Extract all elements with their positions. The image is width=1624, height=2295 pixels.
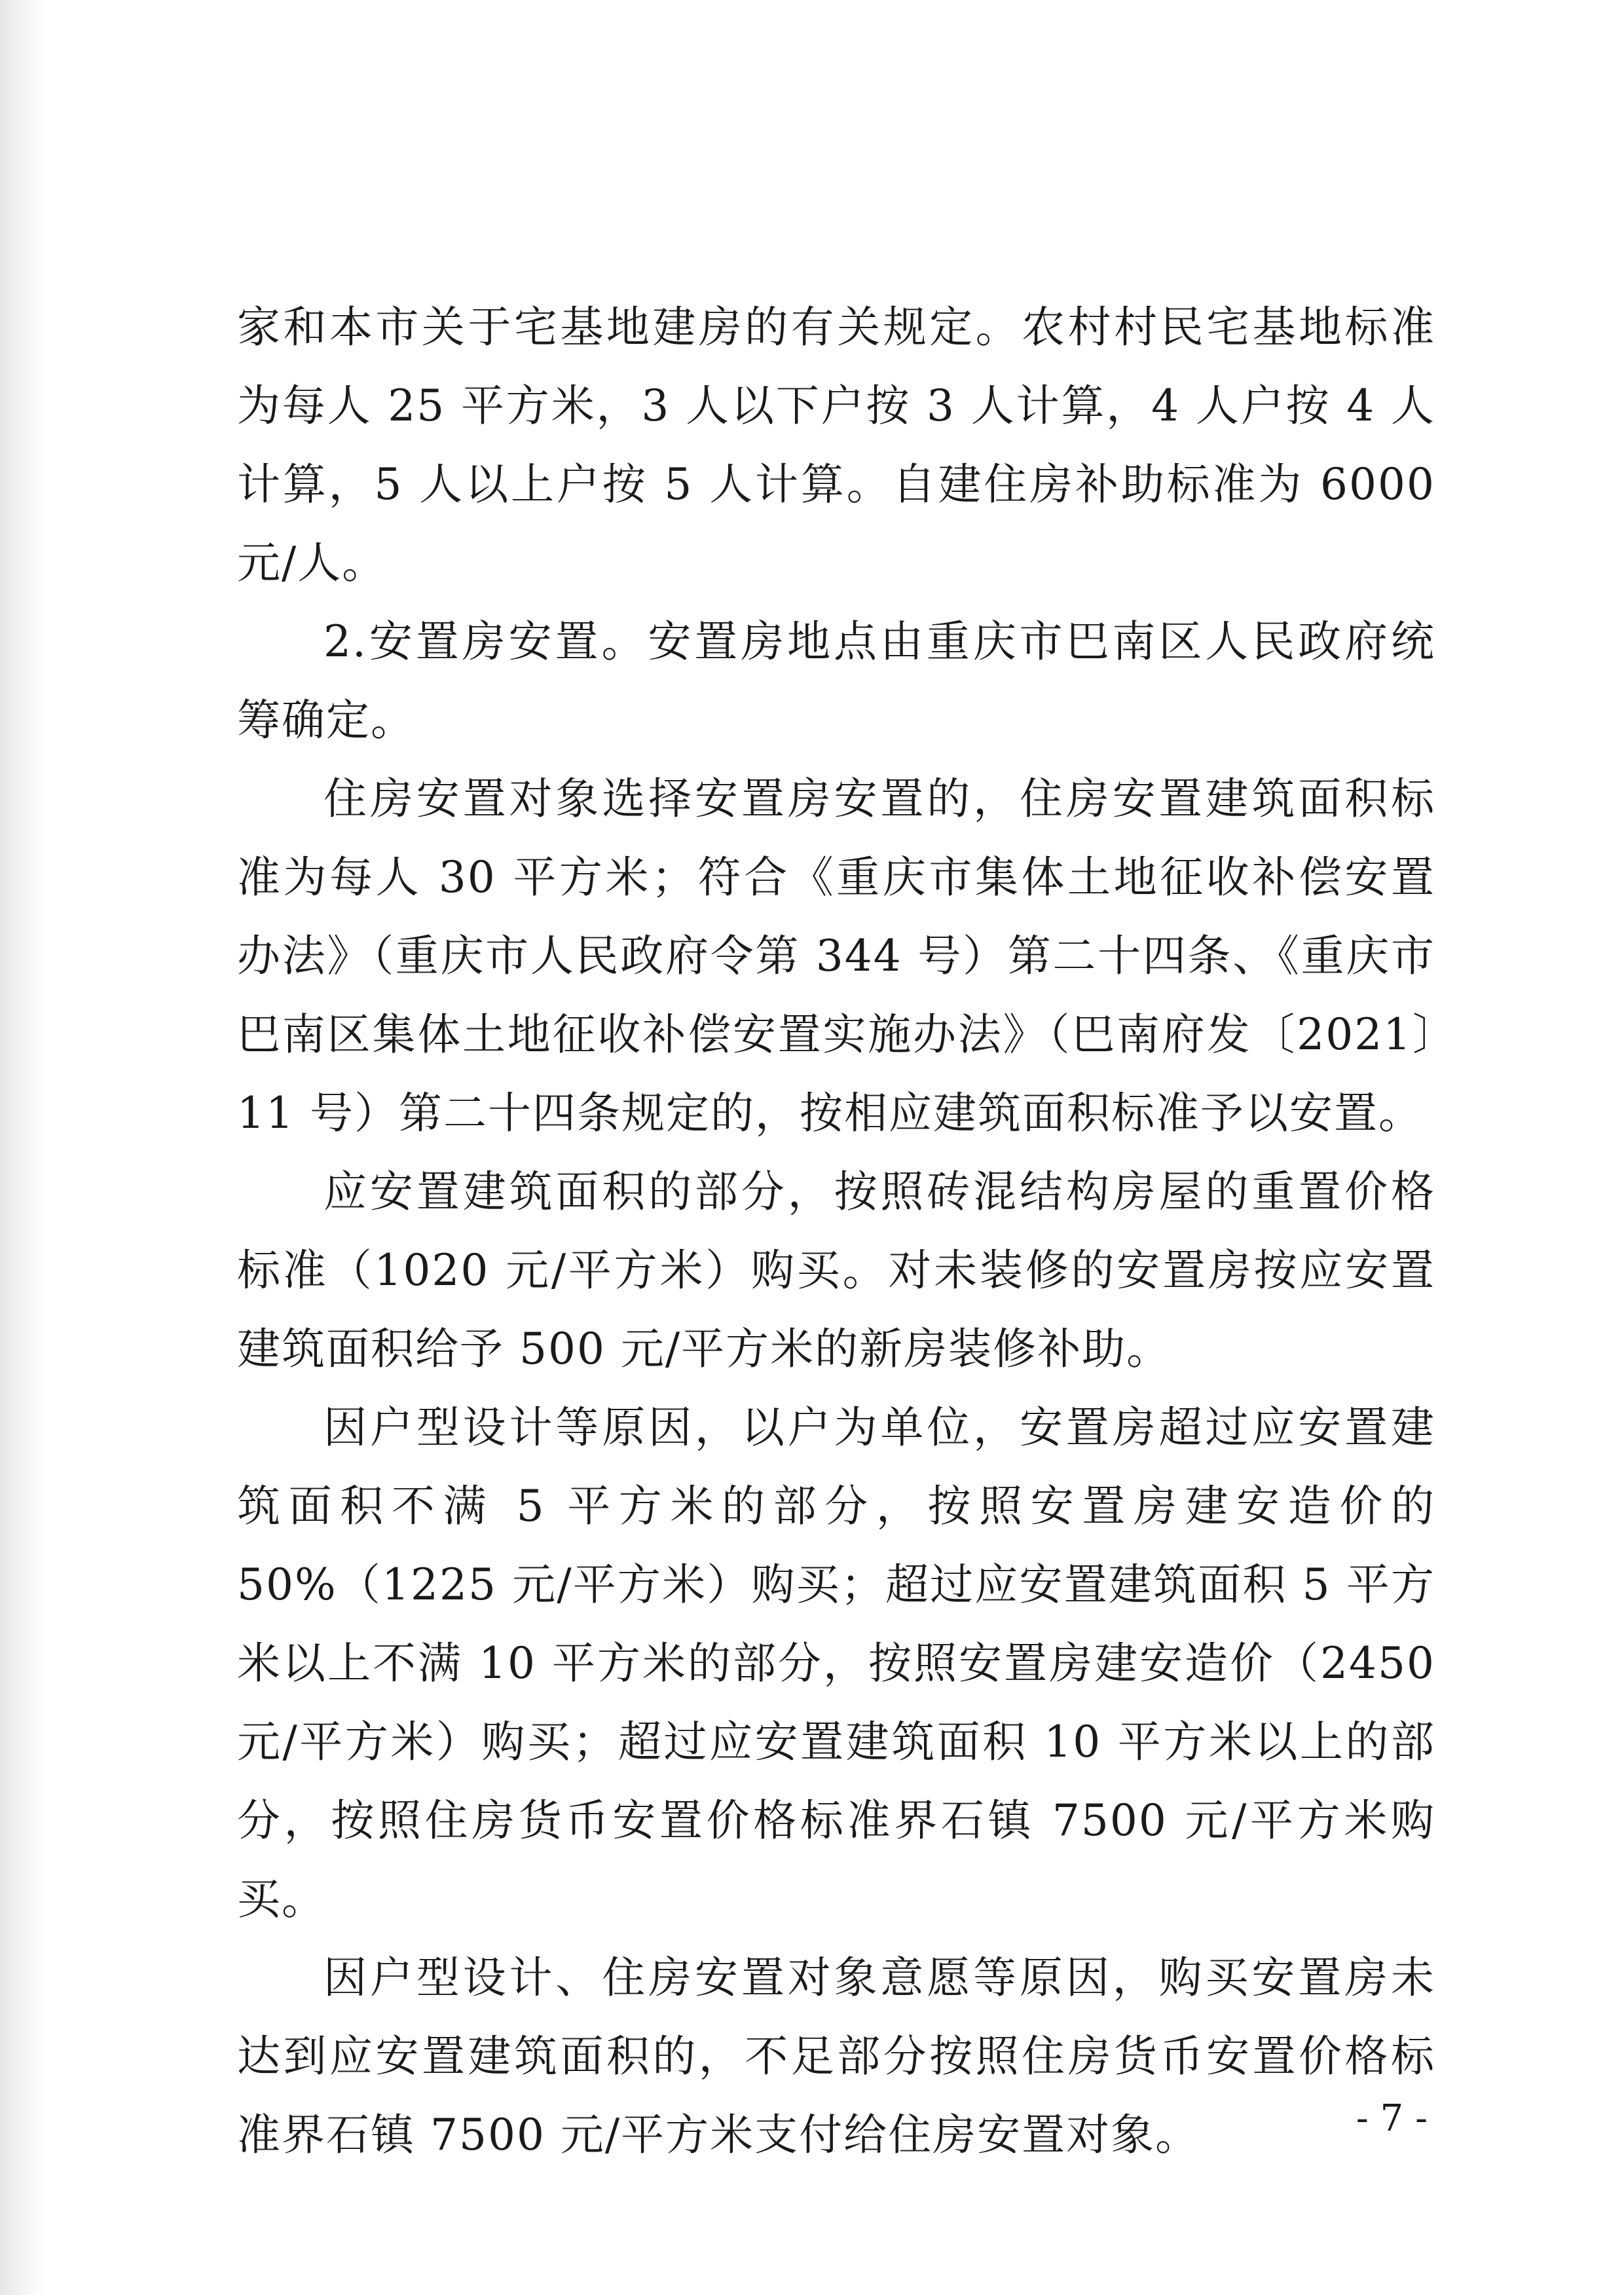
paragraph-excess-area: 因户型设计等原因，以户为单位，安置房超过应安置建筑面积不满 5 平方米的部分，按照安置房建安造价的 50%（1225 元/平方米）购买；超过应安置建筑面积 5 平方米以上不满 10 平方米的部分，按照安置房建安造价（2450 元/平方米）购买；超过应安置建筑面积 10 平方米以上的部分，按照住房货币安置价格标准界石镇 7500 元/平方米购买。 [237,1402,1435,1924]
page-number: - 7 - [1356,2097,1428,2140]
paragraph-homestead-standard: 家和本市关于宅基地建房的有关规定。农村村民宅基地标准为每人 25 平方米，3 人以下户按 3 人计算，4 人户按 4 人计算，5 人以上户按 5 人计算。自建住房补助标准为 6000 元/人。 [237,302,1435,588]
document-body [237,288,1435,2174]
paragraph-resettlement-housing: 2.安置房安置。安置房地点由重庆市巴南区人民政府统筹确定。 [237,616,1435,745]
scan-edge-shading [0,0,46,2295]
paragraph-shortfall-area: 因户型设计、住房安置对象意愿等原因，购买安置房未达到应安置建筑面积的，不足部分按照住房货币安置价格标准界石镇 7500 元/平方米支付给住房安置对象。 [237,1952,1435,2160]
paragraph-area-standard: 住房安置对象选择安置房安置的，住房安置建筑面积标准为每人 30 平方米；符合《重庆市集体土地征收补偿安置办法》（重庆市人民政府令第 344 号）第二十四条、《重庆市巴南区集体土地征收补偿安置实施办法》（巴南府发〔2021〕11 号）第二十四条规定的，按相应建筑面积标准予以安置。 [237,774,1435,1138]
paragraph-purchase-price: 应安置建筑面积的部分，按照砖混结构房屋的重置价格标准（1020 元/平方米）购买。对未装修的安置房按应安置建筑面积给予 500 元/平方米的新房装修补助。 [237,1166,1435,1374]
